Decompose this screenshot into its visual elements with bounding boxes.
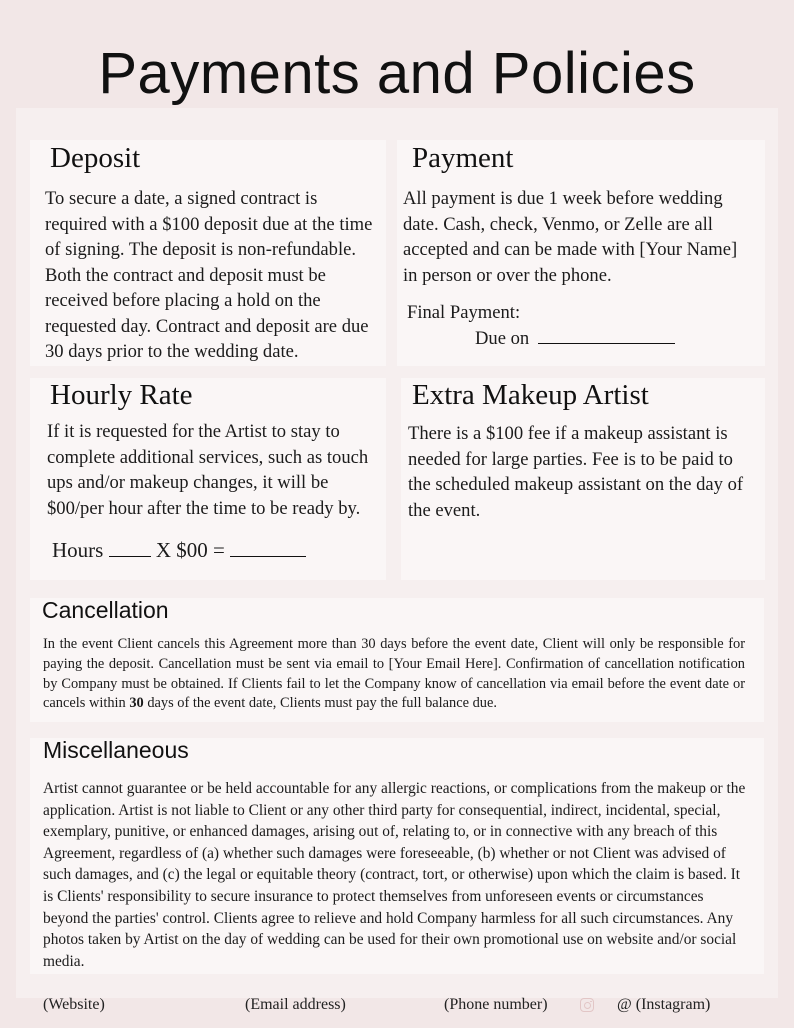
miscellaneous-heading: Miscellaneous	[43, 737, 189, 763]
miscellaneous-section	[30, 738, 764, 974]
deposit-body: To secure a date, a signed contract is required with a $100 deposit due at the time of signing. The deposit is non-refundable. Both the contract and deposit must be received before placing a hold on the requested day. Contract and deposit are due 30 days prior to the wedding date.	[45, 188, 373, 362]
miscellaneous-body: Artist cannot guarantee or be held accountable for any allergic reactions, or complications from the makeup or the application. Artist is not liable to Client or any other third party for consequential, indirect, incidental, special, exemplary, punitive, or enhanced damages, arising out of, relating to, or in connective with any breach of this Agreement, regardless of (a) whether such damages were foreseeable, (b) whether or not Client was advised of such damages, and (c) the legal or equitable theory (contract, tort, or otherwise) upon which the claim is based. It is Clients' responsibility to secure insurance to protect themselves from unforeseen events or circumstances beyond the parties' control. Clients agree to relieve and hold Company harmless for all such circumstances. Any photos taken by Artist on the day of wedding can be used for their own promotional use on website and/or social media.	[43, 780, 746, 970]
deposit-section	[30, 140, 386, 366]
deposit-heading: Deposit	[50, 142, 141, 174]
footer-email[interactable]: (Email address)	[245, 996, 346, 1013]
due-on-label: Due on	[475, 328, 530, 349]
cancellation-body	[43, 635, 745, 714]
cancellation-section	[30, 598, 764, 722]
hours-calculation-row	[52, 538, 306, 563]
payment-section	[397, 140, 765, 366]
extra-makeup-artist-heading: Extra Makeup Artist	[412, 379, 649, 411]
final-payment-label: Final Payment:	[407, 302, 521, 323]
hourly-rate-heading: Hourly Rate	[50, 379, 193, 411]
extra-makeup-artist-section	[401, 378, 765, 580]
rate-multiplier-label: X $00 =	[155, 538, 225, 562]
hours-blank[interactable]	[109, 540, 151, 557]
hours-label: Hours	[52, 538, 104, 562]
hourly-rate-body: If it is requested for the Artist to stay to complete additional services, such as touch ups and/or makeup changes, it will be $00/per hour after the time to be ready by.	[47, 421, 369, 519]
total-blank[interactable]	[230, 540, 306, 557]
payment-heading: Payment	[412, 142, 514, 174]
hourly-rate-section	[30, 378, 386, 580]
cancellation-text-end: days of the event date, Clients must pay the full balance due.	[143, 695, 497, 712]
payment-body: All payment is due 1 week before wedding date. Cash, check, Venmo, or Zelle are all accepted and can be made with [Your Name] in person or over the phone.	[403, 188, 738, 286]
page-title: Payments and Policies	[98, 41, 696, 106]
footer-phone[interactable]: (Phone number)	[444, 996, 548, 1013]
cancellation-text: In the event Client cancels this Agreement more than 30 days before the event date, Client will only be responsible for paying the deposit. Cancellation must be sent via email to [Your Email Here]. Confirmation of cancellation notification by Company must be obtained. If Clients fail to let the Company know of cancellation via email before the event date or cancels within	[43, 636, 745, 712]
due-date-blank[interactable]	[538, 327, 675, 344]
instagram-icon	[580, 998, 594, 1012]
extra-makeup-artist-body: There is a $100 fee if a makeup assistant is needed for large parties. Fee is to be paid to the scheduled makeup assistant on the day of the event.	[408, 423, 744, 521]
footer-website[interactable]: (Website)	[43, 996, 105, 1013]
footer-instagram[interactable]: @ (Instagram)	[617, 996, 711, 1013]
cancellation-days-bold: 30	[129, 695, 144, 712]
due-on-row	[475, 326, 675, 352]
cancellation-heading: Cancellation	[42, 597, 169, 623]
